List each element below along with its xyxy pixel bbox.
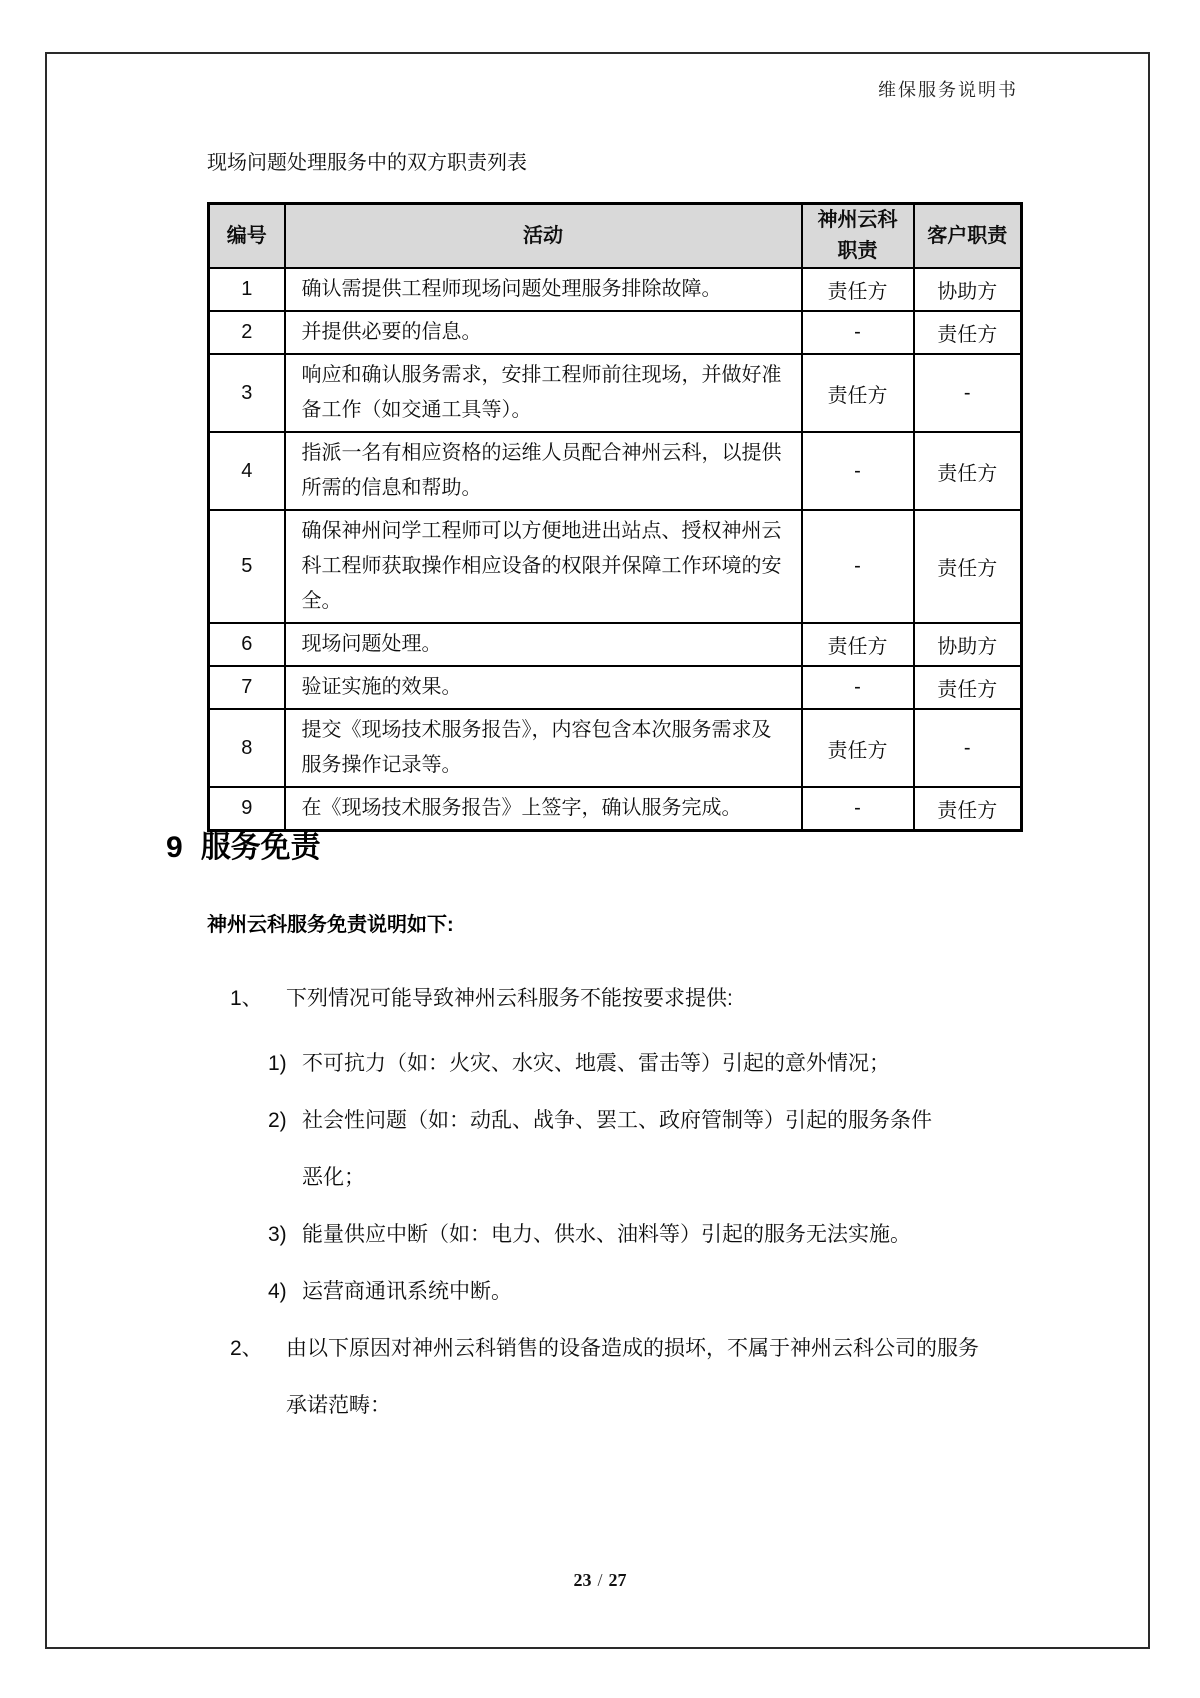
header-cell-dcn-duty: 神州云科职责 [802,204,914,269]
sub-item-number: 3) [268,1223,287,1246]
cell-no: 2 [209,311,285,354]
cell-activity: 指派一名有相应资格的运维人员配合神州云科，以提供所需的信息和帮助。 [285,432,802,510]
sub-item-text: 社会性问题（如：动乱、战争、罢工、政府管制等）引起的服务条件恶化； [302,1109,932,1189]
cell-activity: 响应和确认服务需求，安排工程师前往现场，并做好准备工作（如交通工具等）。 [285,354,802,432]
header-cell-activity: 活动 [285,204,802,269]
cell-dcn-duty: - [802,311,914,354]
responsibilities-table [207,202,1023,832]
cell-activity: 提交《现场技术服务报告》，内容包含本次服务需求及服务操作记录等。 [285,709,802,787]
list-item [230,970,1010,1027]
page-number-current: 23 [573,1570,592,1590]
cell-activity: 确认需提供工程师现场问题处理服务排除故障。 [285,268,802,311]
table-row [209,709,1022,787]
section-title: 服务免责 [200,831,321,864]
header-cell-customer-duty: 客户职责 [914,204,1022,269]
cell-customer-duty: 责任方 [914,666,1022,709]
sub-item-number: 4) [268,1280,287,1303]
cell-activity: 在《现场技术服务报告》上签字，确认服务完成。 [285,787,802,831]
cell-activity: 并提供必要的信息。 [285,311,802,354]
cell-dcn-duty: 责任方 [802,268,914,311]
table-row [209,268,1022,311]
table-row [209,432,1022,510]
cell-customer-duty: 责任方 [914,787,1022,831]
table-row [209,623,1022,666]
header-cell-no: 编号 [209,204,285,269]
sub-item-number: 2) [268,1109,287,1132]
item-text: 下列情况可能导致神州云科服务不能按要求提供: [286,987,733,1010]
sub-item-text: 运营商通讯系统中断。 [302,1280,512,1303]
table-row [209,666,1022,709]
cell-no: 9 [209,787,285,831]
sublist [268,1035,1010,1320]
cell-dcn-duty: 责任方 [802,354,914,432]
sub-item-text: 不可抗力（如：火灾、水灾、地震、雷击等）引起的意外情况； [302,1052,890,1075]
cell-customer-duty: 责任方 [914,510,1022,623]
cell-customer-duty: 协助方 [914,623,1022,666]
sub-item-number: 1) [268,1052,287,1075]
item-number: 1、 [230,987,263,1010]
cell-no: 4 [209,432,285,510]
section-intro: 神州云科服务免责说明如下: [207,914,454,936]
cell-customer-duty: 责任方 [914,432,1022,510]
sub-item [268,1035,1010,1092]
table-row [209,311,1022,354]
cell-activity: 验证实施的效果。 [285,666,802,709]
cell-customer-duty: 协助方 [914,268,1022,311]
cell-no: 3 [209,354,285,432]
cell-no: 1 [209,268,285,311]
sub-item [268,1206,1010,1263]
item-number: 2、 [230,1337,263,1360]
list-item [230,1320,1010,1434]
table-caption: 现场问题处理服务中的双方职责列表 [207,152,527,174]
cell-dcn-duty: - [802,432,914,510]
cell-no: 6 [209,623,285,666]
cell-dcn-duty: - [802,510,914,623]
cell-activity: 现场问题处理。 [285,623,802,666]
section-number: 9 [166,831,183,864]
table-row [209,510,1022,623]
disclaimer-list [230,970,1010,1434]
page-footer [0,1570,1200,1591]
table-header-row [209,204,1022,269]
page-number-separator: / [597,1570,603,1590]
cell-customer-duty: - [914,709,1022,787]
cell-customer-duty: - [914,354,1022,432]
cell-activity: 确保神州问学工程师可以方便地进出站点、授权神州云科工程师获取操作相应设备的权限并保障工作环境的安全。 [285,510,802,623]
sub-item [268,1092,1010,1206]
item-text: 由以下原因对神州云科销售的设备造成的损坏，不属于神州云科公司的服务承诺范畴： [286,1337,979,1417]
page-number-total: 27 [608,1570,627,1590]
table-row [209,787,1022,831]
doc-header-label: 维保服务说明书 [878,80,1018,100]
cell-no: 5 [209,510,285,623]
cell-dcn-duty: 责任方 [802,623,914,666]
cell-dcn-duty: - [802,666,914,709]
cell-no: 8 [209,709,285,787]
cell-dcn-duty: - [802,787,914,831]
sub-item [268,1263,1010,1320]
cell-dcn-duty: 责任方 [802,709,914,787]
cell-no: 7 [209,666,285,709]
table-row [209,354,1022,432]
sub-item-text: 能量供应中断（如：电力、供水、油料等）引起的服务无法实施。 [302,1223,911,1246]
section-heading [166,822,321,866]
cell-customer-duty: 责任方 [914,311,1022,354]
